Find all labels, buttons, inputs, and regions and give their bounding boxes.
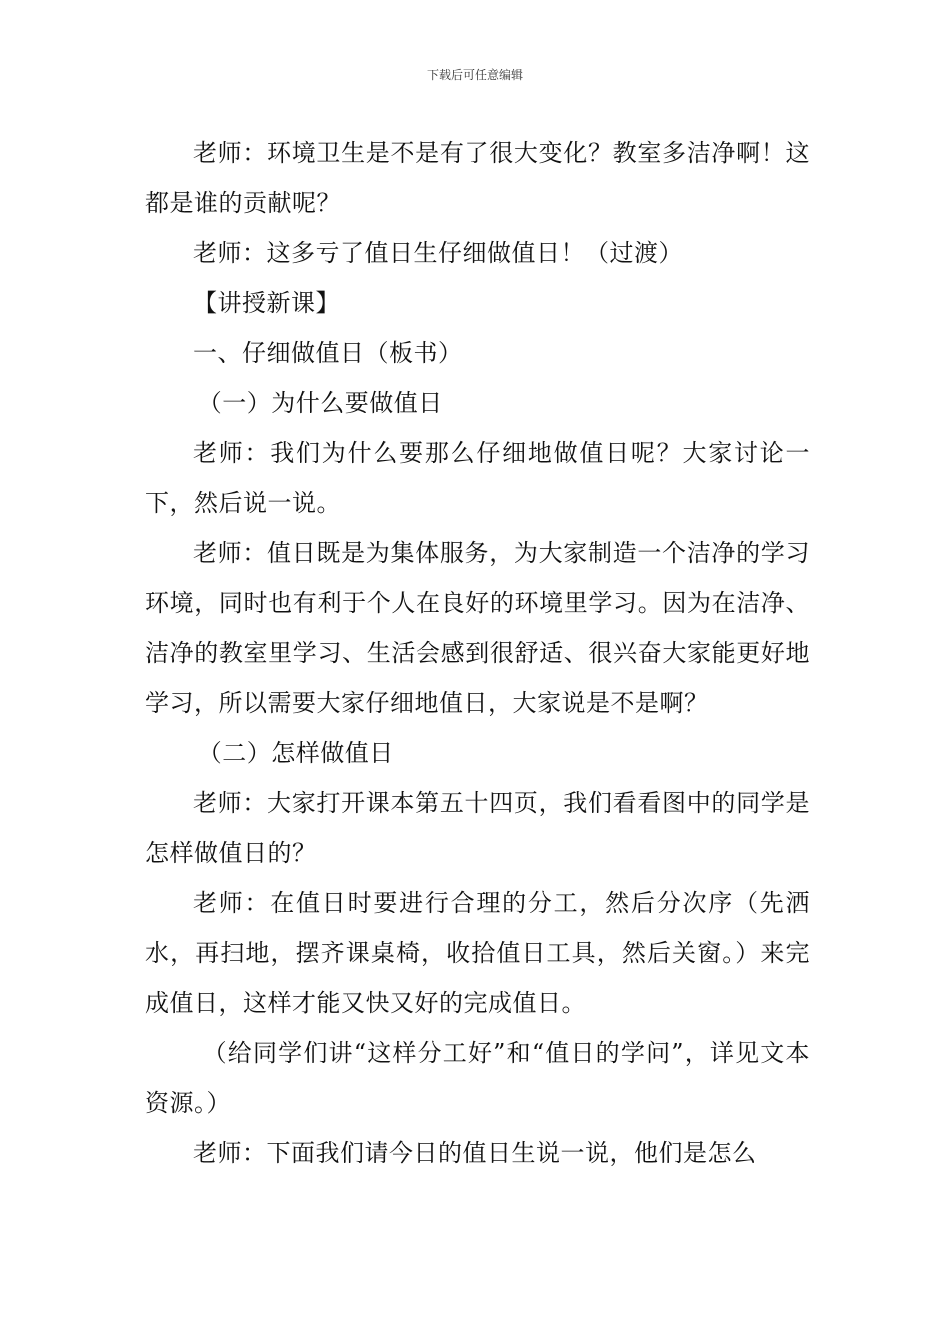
paragraph-teacher-division: 老师：在值日时要进行合理的分工，然后分次序（先洒水，再扫地，摆齐课桌椅，收拾值日工具，然后关窗。）来完成值日，这样才能又快又好的完成值日。 [145, 889, 810, 1017]
paragraph-teacher-question: 老师：我们为什么要那么仔细地做值日呢？大家讨论一下，然后说一说。 [145, 439, 810, 517]
paragraph-teacher-hygiene: 老师：环境卫生是不是有了很大变化？教室多洁净啊！这都是谁的贡献呢？ [145, 139, 810, 217]
paragraph-teacher-invite: 老师：下面我们请今日的值日生说一说，他们是怎么 [193, 1139, 757, 1167]
page-header: 下载后可任意编辑 [426, 68, 523, 82]
section-heading-new-lesson: 【讲授新课】 [193, 289, 340, 317]
subheading-why-duty: （一）为什么要做值日 [197, 389, 443, 417]
paragraph-note-resources: （给同学们讲“这样分工好”和“值日的学问”，详见文本资源。） [145, 1039, 810, 1117]
section-heading-duty: 一、仔细做值日（板书） [193, 339, 463, 367]
document-body [145, 128, 810, 1178]
paragraph-teacher-transition: 老师：这多亏了值日生仔细做值日！（过渡） [193, 239, 683, 267]
subheading-how-duty: （二）怎样做值日 [197, 739, 394, 767]
paragraph-teacher-explanation: 老师：值日既是为集体服务，为大家制造一个洁净的学习环境，同时也有利于个人在良好的环境里学习。因为在洁净、洁净的教室里学习、生活会感到很舒适、很兴奋大家能更好地学习，所以需要大家仔细地值日，大家说是不是啊？ [145, 539, 810, 717]
paragraph-teacher-textbook: 老师：大家打开课本第五十四页，我们看看图中的同学是怎样做值日的？ [145, 789, 810, 867]
